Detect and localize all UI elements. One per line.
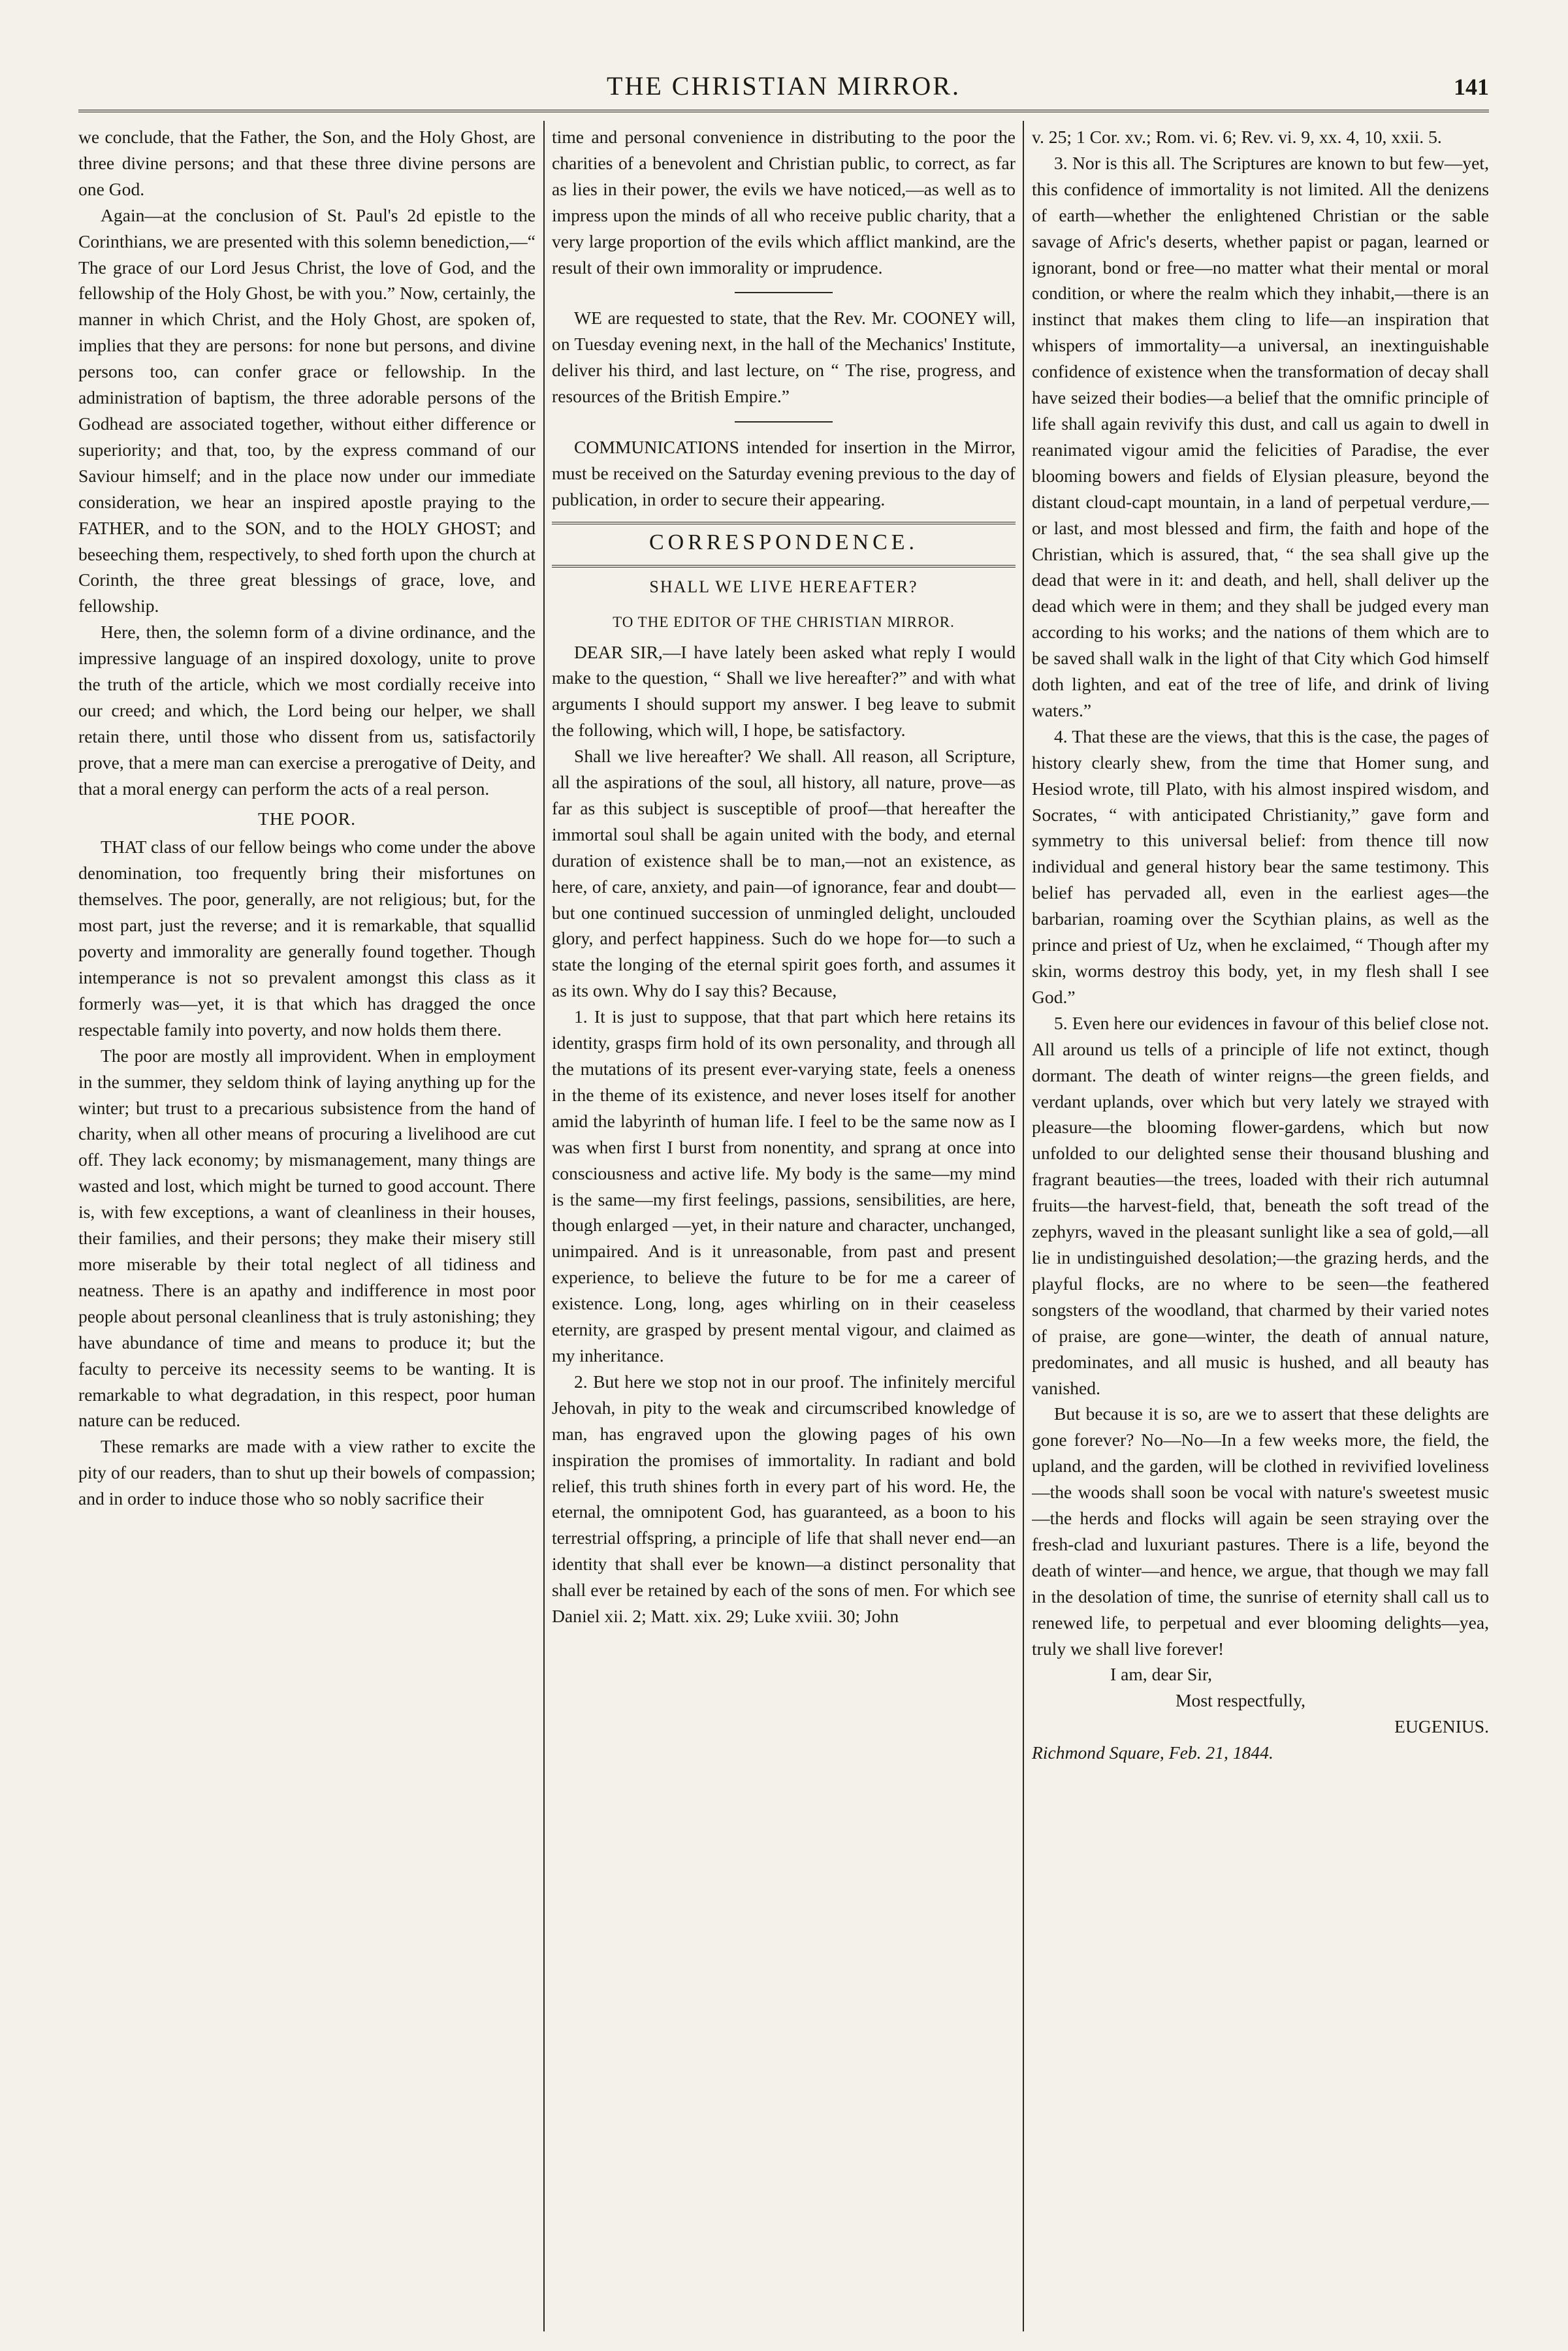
column-2 [552, 124, 1016, 2325]
letter-paragraph: 1. It is just to suppose, that that part which here retains its identity, grasps firm hold of its own personality, and through all the mutations of its present ever-varying state, feels a oneness in the theme of its existence, and never loses itself for another amid the labyrinth of human life. I feel to be the same now as I was when first I burst from nonentity, and sprang at once into consciousness and active life. My body is the same—my mind is the same—my first feelings, passions, sensibilities, are here, though enlarged —yet, in their nature and character, unchanged, unimpaired. And is it unreasonable, from past and present experience, to believe the future to be for me a career of existence. Long, long, ages whirling on in their ceaseless eternity, are grasped by present mental vigour, and claimed as my inheritance. [552, 1006, 1016, 1366]
letter-paragraph: 2. But here we stop not in our proof. The infinitely merciful Jehovah, in pity to the weak and circumscribed knowledge of man, has engraved upon the glowing pages of his own inspiration the promises of immortality. In radiant and bold relief, this truth shines forth in every part of his word. He, the eternal, the omnipotent God, has guaranteed, as a boon to his terrestrial offspring, a principle of life that shall never end—an identity that shall ever be known—a distinct personality that shall ever be retained by each of the sons of men. For which see Daniel xii. 2; Matt. xix. 29; Luke xviii. 30; John [552, 1371, 1016, 1627]
letter-title: SHALL WE LIVE HEREAFTER? [649, 577, 918, 596]
section-divider [552, 522, 1016, 524]
letter-paragraph: v. 25; 1 Cor. xv.; Rom. vi. 6; Rev. vi. 9, xx. 4, 10, xxii. 5. [1032, 127, 1442, 147]
correspondence-heading: CORRESPONDENCE. [648, 530, 919, 554]
article-paragraph: THAT class of our fellow beings who come under the above denomination, too frequently bring their misfortunes on themselves. The poor, generally, are not religious; but, for the most part, just the reverse; and it is remarkable, that squallid poverty and immorality are generally found together. Though intemperance is not so prevalent amongst this class as it formerly was—yet, it is that which has dragged the once respectable family into poverty, and now holds them there. [78, 837, 536, 1040]
section-divider [552, 565, 1016, 568]
letter-closing: I am, dear Sir, [1110, 1664, 1212, 1685]
header-rule [78, 110, 1489, 112]
section-heading-the-poor: THE POOR. [257, 808, 357, 829]
letter-signature: EUGENIUS. [1394, 1716, 1489, 1737]
article-paragraph: These remarks are made with a view rather to excite the pity of our readers, than to shut up their bowels of compassion; and in order to induce those who so nobly sacrifice their [78, 1436, 536, 1509]
notice-communications: COMMUNICATIONS intended for insertion in the Mirror, must be received on the Saturday evening previous to the day of publication, in order to secure their appearing. [552, 437, 1016, 509]
letter-paragraph: 5. Even here our evidences in favour of this belief close not. All around us tells of a principle of life not extinct, though dormant. The death of winter reigns—the green fields, and verdant uplands, over which but very lately we strayed with pleasure—the blooming flower-gardens, which but now unfolded to our delighted sense their thousand blushing and fragrant beauties—the trees, loaded with their rich autumnal fruits—the harvest-field, that, beneath the soft tread of the zephyrs, waved in the pleasant sunlight like a sea of gold,—all lie in undistinguished desolation;—the grazing herds, and the playful flocks, are no where to be seen—the feathered songsters of the woodland, that charmed by their varied notes of praise, are gone—winter, the death of annual nature, predominates, and all music is hushed, and all beauty has vanished. [1032, 1012, 1489, 1398]
letter-dateline: Richmond Square, Feb. 21, 1844. [1032, 1742, 1273, 1763]
article-paragraph: time and personal convenience in distributing to the poor the charities of a benevolent and Christian public, to correct, as far as lies in their power, the evils we have noticed,—as well as to impress upon the minds of all who receive public charity, that a very large proportion of the evils which afflict mankind, are the result of their own immorality or imprudence. [552, 127, 1016, 278]
letter-paragraph: DEAR SIR,—I have lately been asked what reply I would make to the question, “ Shall we live hereafter?” and with what arguments I should support my answer. I beg leave to submit the following, which will, I hope, be satisfactory. [552, 641, 1016, 741]
letter-paragraph: But because it is so, are we to assert that these delights are gone forever? No—No—In a few weeks more, the field, the upland, and the garden, will be clothed in revivified loveliness—the woods shall soon be vocal with nature's sweetest music—the herds and flocks will again be seen straying over the fresh-clad and luxuriant pastures. There is a life, beyond the death of winter—and hence, we argue, that though we may fall in the desolation of time, the sunrise of eternity shall call us to renewed life, to perpetual and ever blooming delights—yea, truly we shall live forever! [1032, 1403, 1489, 1659]
running-title: THE CHRISTIAN MIRROR. [607, 71, 961, 101]
article-paragraph: we conclude, that the Father, the Son, and the Holy Ghost, are three divine persons; and that these three divine persons are one God. [78, 127, 536, 199]
notice-lecture: WE are requested to state, that the Rev. Mr. COONEY will, on Tuesday evening next, in the hall of the Mechanics' Institute, deliver his third, and last lecture, on “ The rise, progress, and resources of the British Empire.” [552, 308, 1016, 407]
article-paragraph: Again—at the conclusion of St. Paul's 2d epistle to the Corinthians, we are presented with this solemn benediction,—“ The grace of our Lord Jesus Christ, the love of God, and the fellowship of the Holy Ghost, be with you.” Now, certainly, the manner in which Christ, and the Holy Ghost, are spoken of, implies that they are persons: for none but persons, and divine persons too, can confer grace or fellowship. In the administration of baptism, the three adorable persons of the Godhead are associated together, without either difference or superiority; and that, too, by the express command of our Saviour himself; and in the place now under our immediate consideration, we hear an inspired apostle praying to the FATHER, and to the SON, and to the HOLY GHOST; and beseeching them, respectively, to shed forth upon the church at Corinth, the three great blessings of grace, love, and fellowship. [78, 204, 536, 616]
article-paragraph: Here, then, the solemn form of a divine ordinance, and the impressive language of an inspired doxology, unite to prove the truth of the article, which we most cordially receive into our creed; and which, the Lord being our helper, we shall retain there, until those who dissent from us, satisfactorily prove, that a mere man can exercise a prerogative of Deity, and that a moral energy can perform the acts of a real person. [78, 622, 536, 799]
section-divider [735, 292, 833, 293]
letter-paragraph: Shall we live hereafter? We shall. All reason, all Scripture, all the aspirations of the soul, all history, all nature, prove—as far as this subject is susceptible of proof—that hereafter the immortal soul shall be again united with the body, and eternal duration of existence shall be to man,—not an existence, as here, of care, anxiety, and pain—of ignorance, fear and doubt—but one continued succession of unmingled delight, unclouded glory, and perfect happiness. Such do we hope for—to such a state the longing of the eternal spirit goes forth, and assumes it as its own. Why do I say this? Because, [552, 746, 1016, 1001]
letter-closing: Most respectfully, [1176, 1690, 1305, 1711]
letter-paragraph: 4. That these are the views, that this is the case, the pages of history clearly shew, from the time that Homer sung, and Hesiod wrote, till Plato, with his almost inspired wisdom, and Socrates, “ with anticipated Christianity,” gave form and symmetry to this universal belief: from thence till now individual and general history bear the same testimony. This belief has pervaded all, even in the earliest ages—the barbarian, roaming over the Scythian plains, as well as the prince and priest of Uz, when he exclaimed, “ Though after my skin, worms destroy this body, yet, in my flesh shall I see God.” [1032, 726, 1489, 1007]
column-divider [1023, 121, 1024, 2331]
column-1 [78, 124, 536, 2325]
article-paragraph: The poor are mostly all improvident. When in employment in the summer, they seldom think of laying anything up for the winter; but trust to a precarious subsistence from the hand of charity, when all other means of procuring a livelihood are cut off. They lack economy; by mismanagement, many things are wasted and lost, which might be turned to good account. There is, with few exceptions, a want of cleanliness in their houses, their families, and their persons; they make their misery still more miserable by their total neglect of all tidiness and neatness. There is an apathy and indifference in most poor people about personal cleanliness that is truly astonishing; they have abundance of time and means to produce it; but the faculty to perceive its necessity seems to be wanting. It is remarkable to what degradation, in this respect, poor human nature can be reduced. [78, 1045, 536, 1431]
column-divider [543, 121, 545, 2331]
section-divider [735, 421, 833, 423]
page-header [78, 71, 1489, 110]
column-3 [1032, 124, 1489, 2325]
letter-salutation-header: TO THE EDITOR OF THE CHRISTIAN MIRROR. [613, 613, 955, 630]
page-number: 141 [1454, 74, 1489, 100]
letter-paragraph: 3. Nor is this all. The Scriptures are known to but few—yet, this confidence of immortality is not limited. All the denizens of earth—whether the enlightened Christian or the sable savage of Afric's deserts, whether papist or pagan, learned or ignorant, bond or free—no matter what their mental or moral condition, or where the realm which they inhabit,—there is an instinct that makes them cling to life—an inspiration that whispers of immortality—a universal, an inextinguishable confidence of existence when the transformation of decay shall have seized their bodies—a belief that the omnific principle of life shall again revivify this dust, and call us again to dwell in reanimated vigour amid the felicities of Paradise, the ever blooming bowers and fields of Elysian pleasure, beyond the distant cloud-capt mountain, in a land of perpetual verdure,—or last, and most blessed and firm, the faith and hope of the Christian, which is assured, that, “ the sea shall give up the dead that were in it: and death, and hell, shall deliver up the dead which were in them; and they shall be judged every man according to his works; and the nations of them which are to be saved shall walk in the light of that City which God himself doth lighten, and eat of the tree of life, and drink of living waters.” [1032, 152, 1489, 720]
